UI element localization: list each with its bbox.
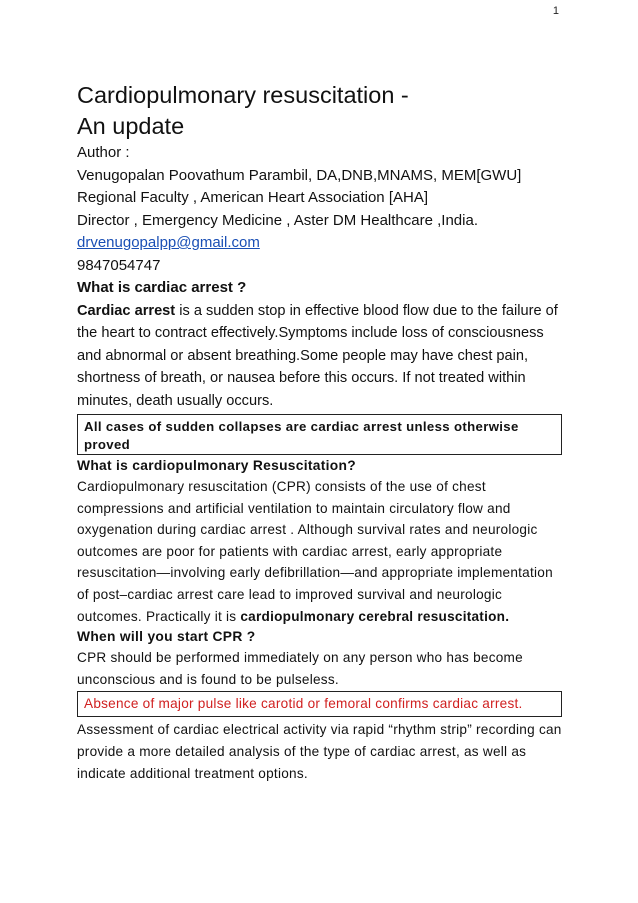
section-1-text: is a sudden stop in effective blood flow due to the failure of the heart to contract effectively.Symptoms include loss of consciousness and abnormal or absent breathing.Some people may have chest pain, shortness of breath, or nausea before this occurs. If not treated within minutes, death usually occurs. [77, 302, 558, 409]
section-2-heading: What is cardiopulmonary Resuscitation? [77, 458, 356, 473]
section-3-paragraph: CPR should be performed immediately on any person who has become unconscious and is found to be pulseless. [77, 650, 523, 687]
section-1-paragraph [77, 300, 562, 413]
document-title [77, 80, 562, 142]
section-2-text: Cardiopulmonary resuscitation (CPR) consists of the use of chest compressions and artificial ventilation to maintain circulatory flow and oxygenation during cardiac arrest . Although survival rates and neurologic outcomes are poor for patients with cardiac arrest, early appropriate resuscitation—involving early defibrillation—and appropriate implementation of post–cardiac arrest care lead to improved survival and neurologic outcomes. Practically it is [77, 479, 553, 624]
section-3-heading: When will you start CPR ? [77, 629, 256, 645]
author-phone: 9847054747 [77, 256, 161, 274]
author-email-link[interactable]: drvenugopalpp@gmail.com [77, 234, 260, 251]
author-label: Author : [77, 144, 130, 161]
title-line-1: Cardiopulmonary resuscitation - [77, 82, 409, 108]
author-role-2: Director , Emergency Medicine , Aster DM Healthcare ,India. [77, 211, 478, 229]
section-1-callout: All cases of sudden collapses are cardiac arrest unless otherwise proved [77, 414, 562, 455]
section-2-paragraph [77, 476, 562, 627]
section-2-term: cardiopulmonary cerebral resuscitation. [240, 608, 510, 624]
author-role-1: Regional Faculty , American Heart Association [AHA] [77, 189, 428, 206]
author-block [77, 142, 562, 300]
title-line-2: An update [77, 113, 185, 139]
section-3-callout: Absence of major pulse like carotid or femoral confirms cardiac arrest. [77, 691, 562, 717]
document-body [77, 80, 562, 784]
section-3-paragraph-2: Assessment of cardiac electrical activity via rapid “rhythm strip” recording can provide a more detailed analysis of the type of cardiac arrest, as well as indicate additional treatment options. [77, 722, 562, 781]
section-1-term: Cardiac arrest [77, 302, 176, 319]
page-number: 1 [552, 5, 559, 17]
author-name: Venugopalan Poovathum Parambil, DA,DNB,MNAMS, MEM[GWU] [77, 166, 522, 184]
section-1-heading: What is cardiac arrest ? [77, 279, 247, 296]
